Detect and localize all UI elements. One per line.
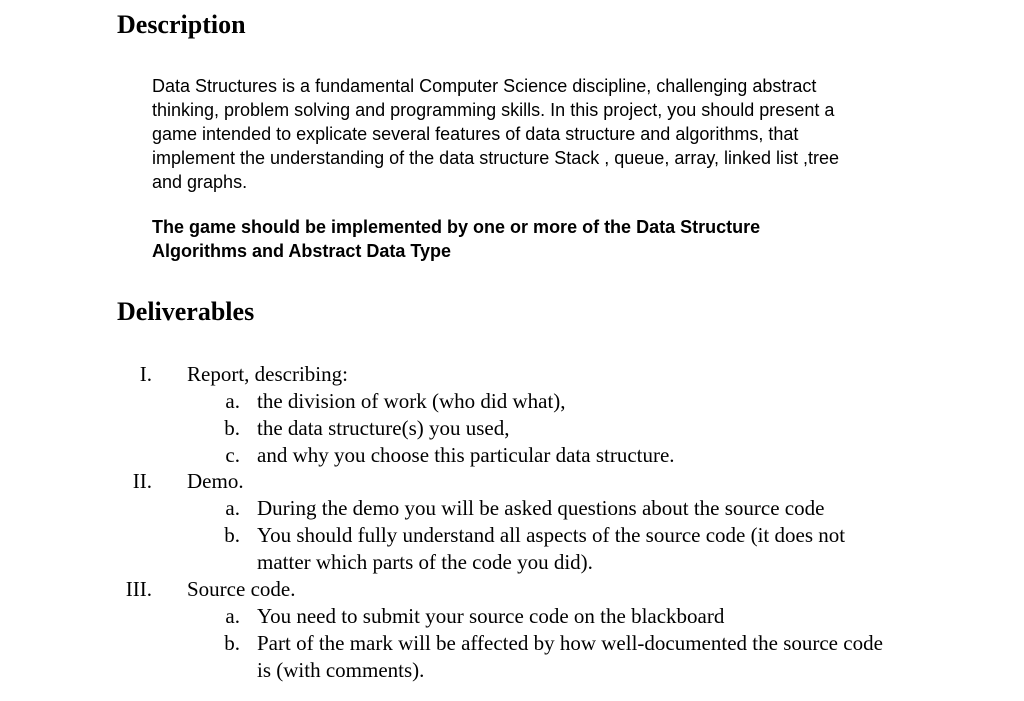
- sublist-letter: b.: [224, 523, 240, 547]
- sublist-text-continued: is (with comments).: [257, 658, 425, 682]
- description-line: thinking, problem solving and programming skills. In this project, you should present a: [152, 100, 835, 120]
- requirement-statement: [152, 215, 952, 263]
- sublist-letter: b.: [224, 631, 240, 655]
- description-line: and graphs.: [152, 172, 248, 192]
- sublist-text: the division of work (who did what),: [257, 389, 566, 413]
- sublist-text: the data structure(s) you used,: [257, 416, 510, 440]
- description-paragraph: [152, 74, 952, 194]
- list-numeral: II.: [132, 469, 152, 493]
- list-item-title: Report, describing:: [187, 362, 348, 386]
- description-line: implement the understanding of the data structure Stack , queue, array, linked list ,tree: [152, 148, 840, 168]
- sublist-letter: a.: [225, 389, 240, 413]
- sublist-letter: c.: [225, 443, 240, 467]
- list-item-title: Source code.: [187, 577, 296, 601]
- sublist-letter: a.: [225, 496, 240, 520]
- requirement-line: Algorithms and Abstract Data Type: [152, 241, 452, 261]
- list-numeral: I.: [139, 362, 152, 386]
- sublist-letter: b.: [224, 416, 240, 440]
- sublist-text: Part of the mark will be affected by how well-documented the source code: [257, 631, 883, 655]
- sublist-letter: a.: [225, 604, 240, 628]
- description-line: game intended to explicate several features of data structure and algorithms, that: [152, 124, 799, 144]
- list-item-title: Demo.: [187, 469, 244, 493]
- sublist-text: During the demo you will be asked questions about the source code: [257, 496, 825, 520]
- sublist-text: You should fully understand all aspects of the source code (it does not: [257, 523, 846, 547]
- list-numeral: III.: [125, 577, 152, 601]
- deliverables-heading: Deliverables: [117, 297, 255, 326]
- description-line: Data Structures is a fundamental Computer Science discipline, challenging abstract: [152, 76, 817, 96]
- sublist-text-continued: matter which parts of the code you did).: [257, 550, 593, 574]
- sublist-text: and why you choose this particular data structure.: [257, 443, 675, 467]
- sublist-text: You need to submit your source code on the blackboard: [257, 604, 725, 628]
- description-heading: Description: [117, 10, 246, 39]
- requirement-line: The game should be implemented by one or more of the Data Structure: [152, 217, 761, 237]
